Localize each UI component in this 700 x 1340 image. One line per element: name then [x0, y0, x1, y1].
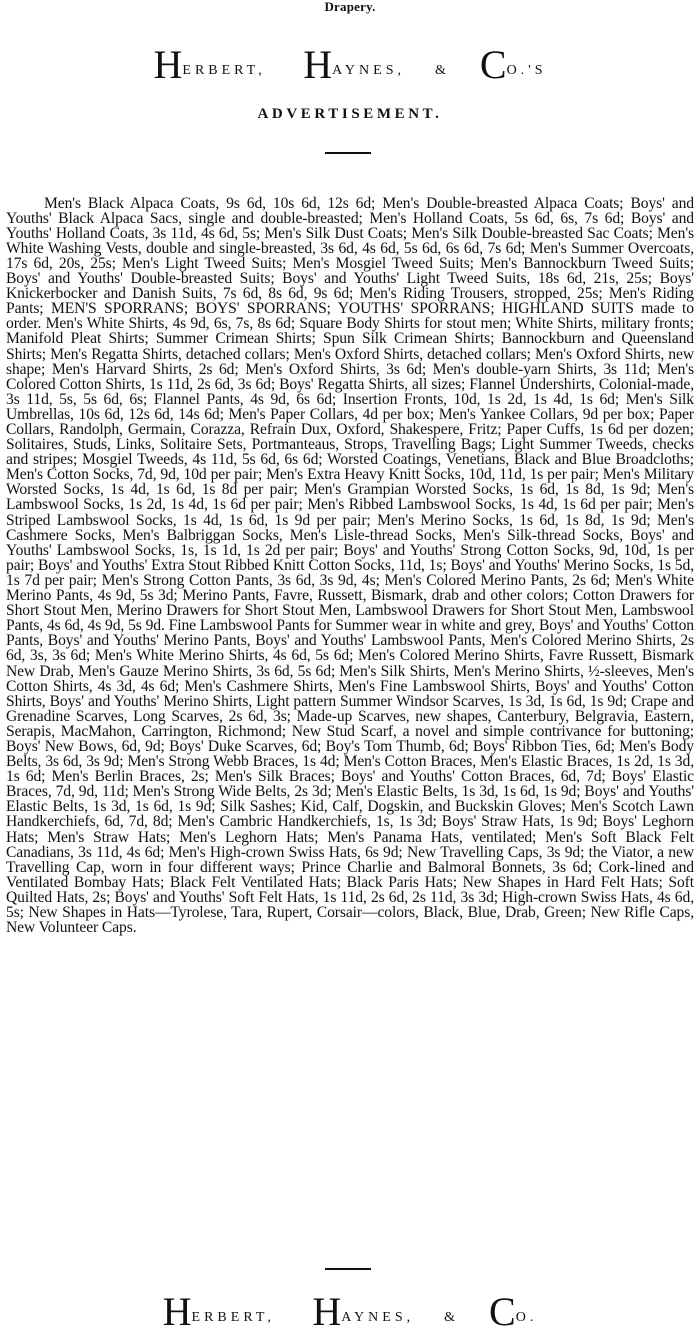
firm-word3-initial: C	[479, 42, 507, 87]
divider-rule	[325, 1268, 371, 1270]
firm-ampersand: &	[444, 1310, 460, 1325]
subtitle: ADVERTISEMENT.	[257, 106, 443, 122]
advertisement-body: Men's Black Alpaca Coats, 9s 6d, 10s 6d, 12s 6d; Men's Double-breasted Alpaca Coats; Boys' and Youths' Black Alpaca Sacs, single and double-breasted; Men's Holland Coats, 5s 6d, 6s, 7s 6d; Boys' and Youths' Holland Coats, 3s 11d, 4s 6d, 5s; Men's Silk Dust Coats; Men's Silk Double-breasted Sac Coats; Men's White Washing Vests, double and single-breasted, 3s 6d, 4s 6d, 5s 6d, 6s 6d, 7s 6d; Men's Summer Overcoats, 17s 6d, 20s, 25s; Men's Light Tweed Suits; Men's Mosgiel Tweed Suits; Men's Bannockburn Tweed Suits; Boys' and Youths' Double-breasted Suits; Boys' and Youths' Light Tweed Suits, 18s 6d, 21s, 25s; Boys' Knickerbocker and Danish Suits, 7s 6d, 8s 6d, 9s 6d; Men's Riding Trousers, stropped, 25s; Men's Riding Pants; MEN'S SPORRANS; BOYS' SPORRANS; YOUTHS' SPORRANS; HIGHLAND SUITS made to order. Men's White Shirts, 4s 9d, 6s, 7s, 8s 6d; Square Body Shirts for stout men; White Shirts, military fronts; Manifold Pleat Shirts; Summer Crimean Shirts; Spun Silk Crimean Shirts; Bannockburn and Queensland Shirts; Men's Regatta Shirts, detached collars; Men's Oxford Shirts, detached collars; Men's Oxford Shirts, new shape; Men's Harvard Shirts, 2s 6d; Men's Oxford Shirts, 3s 6d; Men's double-yarn Shirts, 3s 11d; Men's Colored Cotton Shirts, 1s 11d, 2s 6d, 3s 6d; Boys' Regatta Shirts, all sizes; Flannel Undershirts, Colonial-made, 3s 11d, 5s, 5s 6d, 6s; Flannel Pants, 4s 9d, 6s 6d; Insertion Fronts, 10d, 1s 2d, 1s 4d, 1s 6d; Men's Silk Umbrellas, 10s 6d, 12s 6d, 14s 6d; Men's Paper Collars, 4d per box; Men's Yankee Collars, 9d per box; Paper Collars, Randolph, Germain, Corazza, Refrain Dux, Oxford, Shakespere, Fritz; Paper Cuffs, 1s 6d per dozen; Solitaires, Studs, Links, Solitaire Sets, Portmanteaus, Strops, Travelling Bags; Light Summer Tweeds, checks and stripes; Mosgiel Tweeds, 4s 11d, 5s 6d, 6s 6d; Worsted Coatings, Venetians, Black and Blue Broadcloths; Men's Cotton Socks, 7d, 9d, 10d per pair; Men's Extra Heavy Knitt Socks, 10d, 11d, 1s per pair; Men's Military Worsted Socks, 1s 4d, 1s 6d, 1s 8d per pair; Men's Grampian Worsted Socks, 1s 6d, 1s 8d, 1s 9d; Men's Lambswool Socks, 1s 2d, 1s 4d, 1s 6d per pair; Men's Ribbed Lambswool Socks, 1s 4d, 1s 6d per pair; Men's Striped Lambswool Socks, 1s 4d, 1s 6d, 1s 9d per pair; Men's Merino Socks, 1s 6d, 1s 8d, 1s 9d; Men's Cashmere Socks, Men's Balbriggan Socks, Men's Lisle-thread Socks, Men's Silk-thread Socks, Boys' and Youths' Lambswool Socks, 1s, 1s 1d, 1s 2d per pair; Boys' and Youths' Strong Cotton Socks, 9d, 10d, 1s per pair; Boys' and Youths' Extra Stout Ribbed Knitt Cotton Socks, 11d, 1s; Boys' and Youths' Merino Socks, 1s 5d, 1s 7d per pair; Men's Strong Cotton Pants, 3s 6d, 3s 9d, 4s; Men's Colored Merino Pants, 2s 6d; Men's White Merino Pants, 4s 9d, 5s 3d; Merino Pants, Favre, Russett, Bismark, drab and other colors; Cotton Drawers for Short Stout Men, Merino Drawers for Short Stout Men, Lambswool Drawers for Short Stout Men, Lambswool Pants, 4s 6d, 4s 9d, 5s 9d. Fine Lambswool Pants for Summer wear in white and grey, Boys' and Youths' Cotton Pants, Boys' and Youths' Merino Pants, Boys' and Youths' Lambswool Pants, Men's Colored Merino Shirts, 2s 6d, 3s, 3s 6d; Men's White Merino Shirts, 4s 6d, 5s 6d; Men's Colored Merino Shirts, Favre Russett, Bismark New Drab, Men's Gauze Merino Shirts, 3s 6d, 5s 6d; Men's Silk Shirts, Men's Merino Shirts, ½-sleeves, Men's Cotton Shirts, 4s 3d, 4s 6d; Men's Cashmere Shirts, Men's Fine Lambswool Shirts, Boys' and Youths' Cotton Shirts, Boys' and Youths' Merino Shirts, Light pattern Summer Windsor Scarves, 1s 3d, 1s 6d, 1s 9d; Crape and Grenadine Scarves, Long Scarves, 2s 6d, 3s; Made-up Scarves, new shapes, Canterbury, Belgravia, Eastern, Serapis, MacMahon, Carrington, Richmond; New Stud Scarf, a novel and simple contrivance for buttoning; Boys' New Bows, 6d, 9d; Boys' Duke Scarves, 6d; Boy's Tom Thumb, 6d; Boys' Ribbon Ties, 6d; Men's Body Belts, 3s 6d, 3s 9d; Men's Strong Webb Braces, 1s 4d; Men's Cotton Braces, Men's Elastic Braces, 1s 2d, 1s 3d, 1s 6d; Men's Berlin Braces, 2s; Men's Silk Braces; Boys' and Youths' Cotton Braces, 6d, 7d; Boys' Elastic Braces, 7d, 9d, 11d; Men's Strong Wide Belts, 2s 3d; Men's Elastic Belts, 1s 3d, 1s 6d, 1s 9d; Boys' and Youths' Elastic Belts, 1s 3d, 1s 6d, 1s 9d; Silk Sashes; Kid, Calf, Dogskin, and Buckskin Gloves; Men's Scotch Lawn Handkerchiefs, 6d, 7d, 8d; Men's Cambric Handkerchiefs, 1s, 1s 3d; Boys' Straw Hats, 1s 9d; Boys' Leghorn Hats; Men's Straw Hats; Men's Leghorn Hats; Men's Panama Hats, ventilated; Men's Soft Black Felt Canadians, 3s 11d, 4s 6d; Men's High-crown Swiss Hats, 6s 9d; New Travelling Caps, 3s 9d; the Viator, a new Travelling Cap, worn in four different ways; Prince Charlie and Balmoral Bonnets, 3s 6d; Cork-lined and Ventilated Bombay Hats; Black Felt Ventilated Hats; Black Paris Hats; New Shapes in Hard Felt Hats; Soft Quilted Hats, 2s; Boys' and Youths' Soft Felt Hats, 1s 11d, 2s 6d, 2s 11d, 3s 3d; High-crown Swiss Hats, 4s 6d, 5s; New Shapes in Hats—Tyrolese, Tara, Rupert, Corsair—colors, Black, Blue, Drab, Green; New Rifle Caps, New Volunteer Caps.	[6, 194, 694, 937]
firm-word1-rest: ERBERT,	[191, 1310, 275, 1325]
firm-word2-rest: AYNES,	[341, 1310, 415, 1325]
firm-name-heading	[0, 40, 700, 90]
section-title: Drapery.	[324, 0, 376, 14]
firm-ampersand: &	[434, 63, 450, 78]
firm-name-footer	[0, 1290, 700, 1334]
firm-word2-initial: H	[303, 42, 333, 87]
firm-word2-initial: H	[312, 1289, 342, 1334]
divider-rule	[325, 152, 371, 154]
firm-word3-initial: C	[489, 1289, 516, 1334]
firm-word1-initial: H	[162, 1289, 192, 1334]
firm-word1-rest: ERBERT,	[182, 63, 266, 78]
firm-word1-initial: H	[153, 42, 183, 87]
firm-word3-rest: O.'S	[506, 63, 547, 78]
firm-word3-rest: O.	[515, 1310, 538, 1325]
firm-word2-rest: AYNES,	[332, 63, 405, 78]
